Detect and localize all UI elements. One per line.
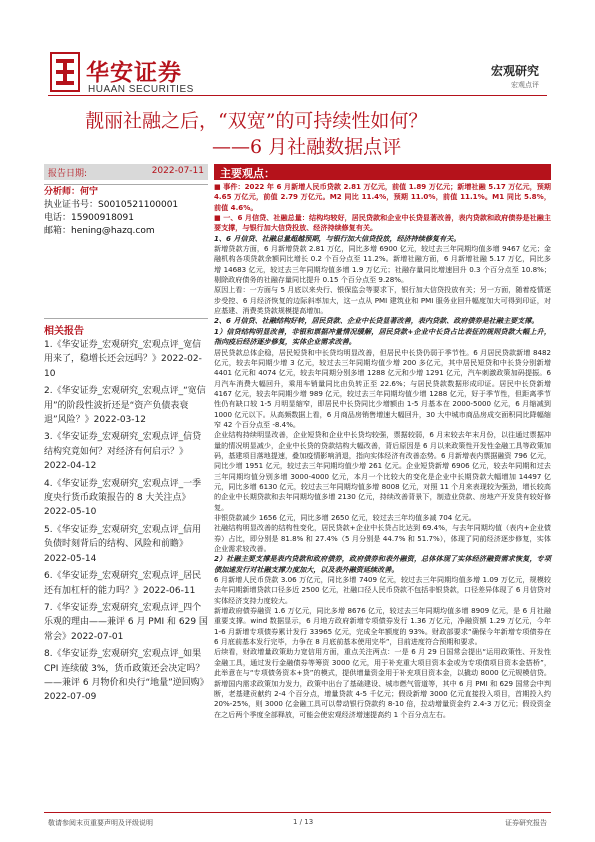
related-report-item[interactable]: 4.《华安证券_宏观研究_宏观点评_一季度央行货币政策报告的 8 大关注点》2022-05-10 (44, 478, 202, 518)
subsection-heading: 1）信贷结构明显改善，非银和票据冲量情况缓解，居民贷款+企业中长贷占比表征的规则贷款大幅上升，指向疫后经济逐步修复，实体企业需求改善。 (214, 326, 551, 347)
related-report-item[interactable]: 3.《华安证券_宏观研究_宏观点评_信贷结构究竟如何？对经济有何启示？》2022-04-12 (44, 432, 202, 472)
body-paragraph: 非银贷款减少 1656 亿元，同比多增 2650 亿元，较过去三年均值多减 704 亿元。 (214, 513, 476, 522)
footer-divider (44, 812, 551, 813)
analyst-phone: 电话：15900918091 (44, 213, 134, 223)
report-date-label: 报告日期: (48, 169, 88, 179)
main-body (214, 182, 551, 720)
main-points-heading-text: 主要观点： (220, 167, 275, 180)
body-paragraph: 后续看，财政增量政策助力宽信用方面，重点关注两点：一是 6 月 29 日国常会提出“运用政策性、开发性金融工具，通过发行金融债券等筹资 3000 亿元，用于补充重大项目资本金或为专项债项目资本金搭桥”，此举意在与“专项债务资本+贷”的模式，提供增量资金用于补充项目资本金，以撬动 8000 亿元规模信贷。新增国内需求政策加力发力，政策中出台了基础建设、城市燃气管道等，其中 6 月 PMI 和 629 国常会中判断，老基建贡献约 2-4 个百分点，增量贷款 4-5 千亿元；假设新增 3000 亿元直接投入项目，首期投入约 20%-25%，则 3000 亿金融工具可以带动银行贷款约 8-10 倍，拉动增量资金约 2.4-3 万亿元；假设资金在之后两个季度全部释放，可能会使宏观经济增速提高约 1 个百分点左右。 (214, 647, 551, 719)
section-heading: ■ 一、6 月信贷、社融总量：结构均较好，居民贷款和企业中长贷显著改善，表内贷款和政府债券是社融主要支撑，与银行加大信贷投放、经济持续修复有关。 (214, 213, 551, 233)
divider (44, 318, 208, 319)
report-date-value: 2022-07-11 (151, 166, 204, 176)
related-report-item[interactable]: 5.《华安证券_宏观研究_宏观点评_信用负债时刻背后的结构、风险和前瞻》2022-05-14 (44, 524, 202, 564)
body-paragraph: 6 月新增人民币贷款 3.06 万亿元，同比多增 7409 亿元，较过去三年同期均值多增 1.09 万亿元，规模较去年同期新增贷款口径多近 2500 亿元，社融口径人民币贷款不包括非银贷款，口径差异体现了 6 月信贷对实体经济支持力度较大。 (214, 575, 551, 605)
report-subcategory: 宏观点评 (511, 81, 539, 89)
subsection-heading: 2、6 月信贷、社融结构好转，居民贷款、企业中长贷显著改善，表内贷款、政府债券是社融主要支撑。 (214, 316, 539, 326)
body-paragraph: 新增政府债券融资 1.6 万亿元，同比多增 8676 亿元，较过去三年同期均值多增 8909 亿元，是 6 月社融重要支撑。wind 数据显示，6 月地方政府新增专项债券发行 1.36 万亿元，净融资额 1.29 万亿元，今年 1-6 月新增专项债券累计发行 33965 亿元，完成全年额度的 93%。财政部要求“确保今年新增专项债券在 6 月底前基本发行完毕，力争在 8 月底前基本使用完毕”，目前进度符合预期和要求。 (214, 606, 551, 647)
body-paragraph: 原因上看：一方面与 5 月底以来央行、银保监会等要求下，银行加大信贷投放有关；另一方面，随着疫情逐步受控、6 月经济恢复的边际斜率加大，这一点从 PMI 建筑业和 PMI 服务业回升幅度加大可得到印证，对应基建、消费类贷款规模提高增加。 (214, 285, 551, 316)
body-paragraph: 新增贷款方面，6 月新增贷款 2.81 万亿，同比多增 6900 亿元，较过去三年同期均值多增 9467 亿元；金融机构各项贷款余额同比增长 0.2 个百分点至 11.2%。新增社融方面，6 月新增社融 5.17 万亿，同比多增 14683 亿元，较过去三年同期均值多增 1.9 万亿元；社融存量同比增速回升 0.3 个百分点至 10.8%；剔除政府债务的社融存量同比提升 0.15 个百分点至 9.28%。 (214, 244, 551, 285)
page-number: 1 / 13 (293, 818, 314, 826)
analyst-block (44, 186, 208, 238)
footer-disclaimer: 敬请参阅末页重要声明及评级说明 (48, 819, 153, 827)
body-paragraph: 企业结构持续明显改善，企业短贷和企业中长贷均较强，票据较弱，6 月末较去年末月份，以往通过票据冲量的情况明显减少，企业中长贷的贷款结构大幅改善，背后原因是 6 月以来政策性开发性金融工具等政策加码，基建项目落地提速，叠加疫情影响消退，指向实体经济有改善态势。6 月新增表内票据融资 796 亿元，同比少增 1951 亿元，较过去三年同期均值少增 261 亿元。企业短贷新增 6906 亿元，较去年同期和过去三年同期均值分别多增 3000-4000 亿元，本月一个比较大的变化是企业中长期贷款大幅增加 14497 亿元，同比多增 6130 亿元，较过去三年同期均值多增 8008 亿元，对照 11 个月来表现较为强劲，增长较高的企业中长期贷款和去年同期均值多增 2130 亿元，持续改善背景下，制造业贷款、房地产开发贷有较好修复。 (214, 430, 551, 512)
analyst-email[interactable]: 邮箱：hening@hazq.com (44, 226, 155, 236)
main-points-heading (214, 164, 551, 180)
page-subtitle: ——6 月社融数据点评 (212, 136, 402, 158)
footer-report-type: 证券研究报告 (505, 819, 547, 827)
logo-subtext: HUAAN SECURITIES (88, 84, 194, 95)
related-report-item[interactable]: 1.《华安证券_宏观研究_宏观点评_宽信用来了，稳增长还会远吗？》2022-02-10 (44, 340, 202, 379)
event-paragraph: ■ 事件：2022 年 6 月新增人民币贷款 2.81 万亿元，前值 1.89 万亿元；新增社融 5.17 万亿元，预期 4.65 万亿元，前值 2.79 万亿元。M2 同比 11.4%，预期 11.0%，前值 11.1%。M1 同比 5.8%，前值 4.6%。 (214, 182, 551, 212)
report-category: 宏观研究 (490, 64, 539, 78)
body-paragraph: 居民贷款总体企稳，居民短贷和中长贷均明显改善，但居民中长贷仍弱于季节性。6 月居民贷款新增 8482 亿元，较去年同期少增 3 亿元，较过去三年同期均值少增 200 多亿元，其中居民短贷和中长贷分别新增 4401 亿元和 4074 亿元，较去年同期分别多增 1288 亿元和少增 1291 亿元，汽车刺激政策加码提振。6 月汽车消费大幅回升，乘用车销量同比由负转正至 22.6%；与居民贷款数据形成印证。居民中长贷新增 4167 亿元，较去年同期少增 989 亿元，较过去三年同期均值少增 1288 亿元，好于季节性，但距离季节性仍有缺口较 1-5 月明显缩窄，即居民中长贷同比少增额由 1-5 月基本在 2000-5000 亿元，6 月缩减到 1000 亿元以下。从高频数据上看，6 月商品房销售增速大幅回升，30 大中城市商品房成交面积同比降幅缩窄 42 个百分点至 -8.4%。 (214, 347, 551, 429)
subsection-heading: 2）社融主要支撑是表内贷款和政府债券，政府债券和表外融资，总体体现了实体经济融资需求恢复，专项债加速发行对社融支撑力度加大，以及表外融资延续改善。 (214, 554, 551, 574)
header-divider (48, 95, 547, 96)
analyst-heading: 分析师：何宁 (44, 187, 99, 197)
logo-text: 华安证券 (86, 59, 182, 86)
related-report-item[interactable]: 6.《华安证券_宏观研究_宏观点评_居民还有加杠杆的能力吗？》2022-06-11 (44, 571, 202, 596)
body-paragraph: 社融结构明显改善的结构性变化，居民贷款+企业中长贷占比达到 69.4%，与去年同期均值（表内+企业债券）占比，即分别是 81.8% 和 27.4%（5 月分别是 44.7% 和 51.7%），体现了同前经济逐步修复，实体企业需求较改善。 (214, 523, 551, 554)
analyst-license: 执业证书号：S0010521100001 (44, 200, 179, 210)
subsection-heading: 1、6 月信贷、社融总量超越预期，与银行加大信贷投放，经济持续修复有关。 (214, 233, 461, 243)
divider (44, 184, 208, 185)
related-report-item[interactable]: 2.《华安证券_宏观研究_宏观点评_“宽信用”的阶段性波折还是“资产负债表衰退”风险？》2022-03-12 (44, 386, 206, 426)
related-report-item[interactable]: 8.《华安证券_宏观研究_宏观点评_如果 CPI 连续破 3%，货币政策还会决定吗？——兼评 6 月物价和央行“地量”逆回购》2022-07-09 (44, 649, 205, 703)
related-reports-heading: 相关报告 (44, 326, 84, 337)
related-report-item[interactable]: 7.《华安证券_宏观研究_宏观点评_四个乐观的理由——兼评 6 月 PMI 和 629 国常会》2022-07-01 (44, 602, 208, 642)
report-date-bar (44, 164, 208, 180)
page-title: 靓丽社融之后，“双宽”的可持续性如何？ (85, 110, 428, 132)
logo-icon (50, 52, 80, 92)
related-reports-list (44, 338, 208, 708)
